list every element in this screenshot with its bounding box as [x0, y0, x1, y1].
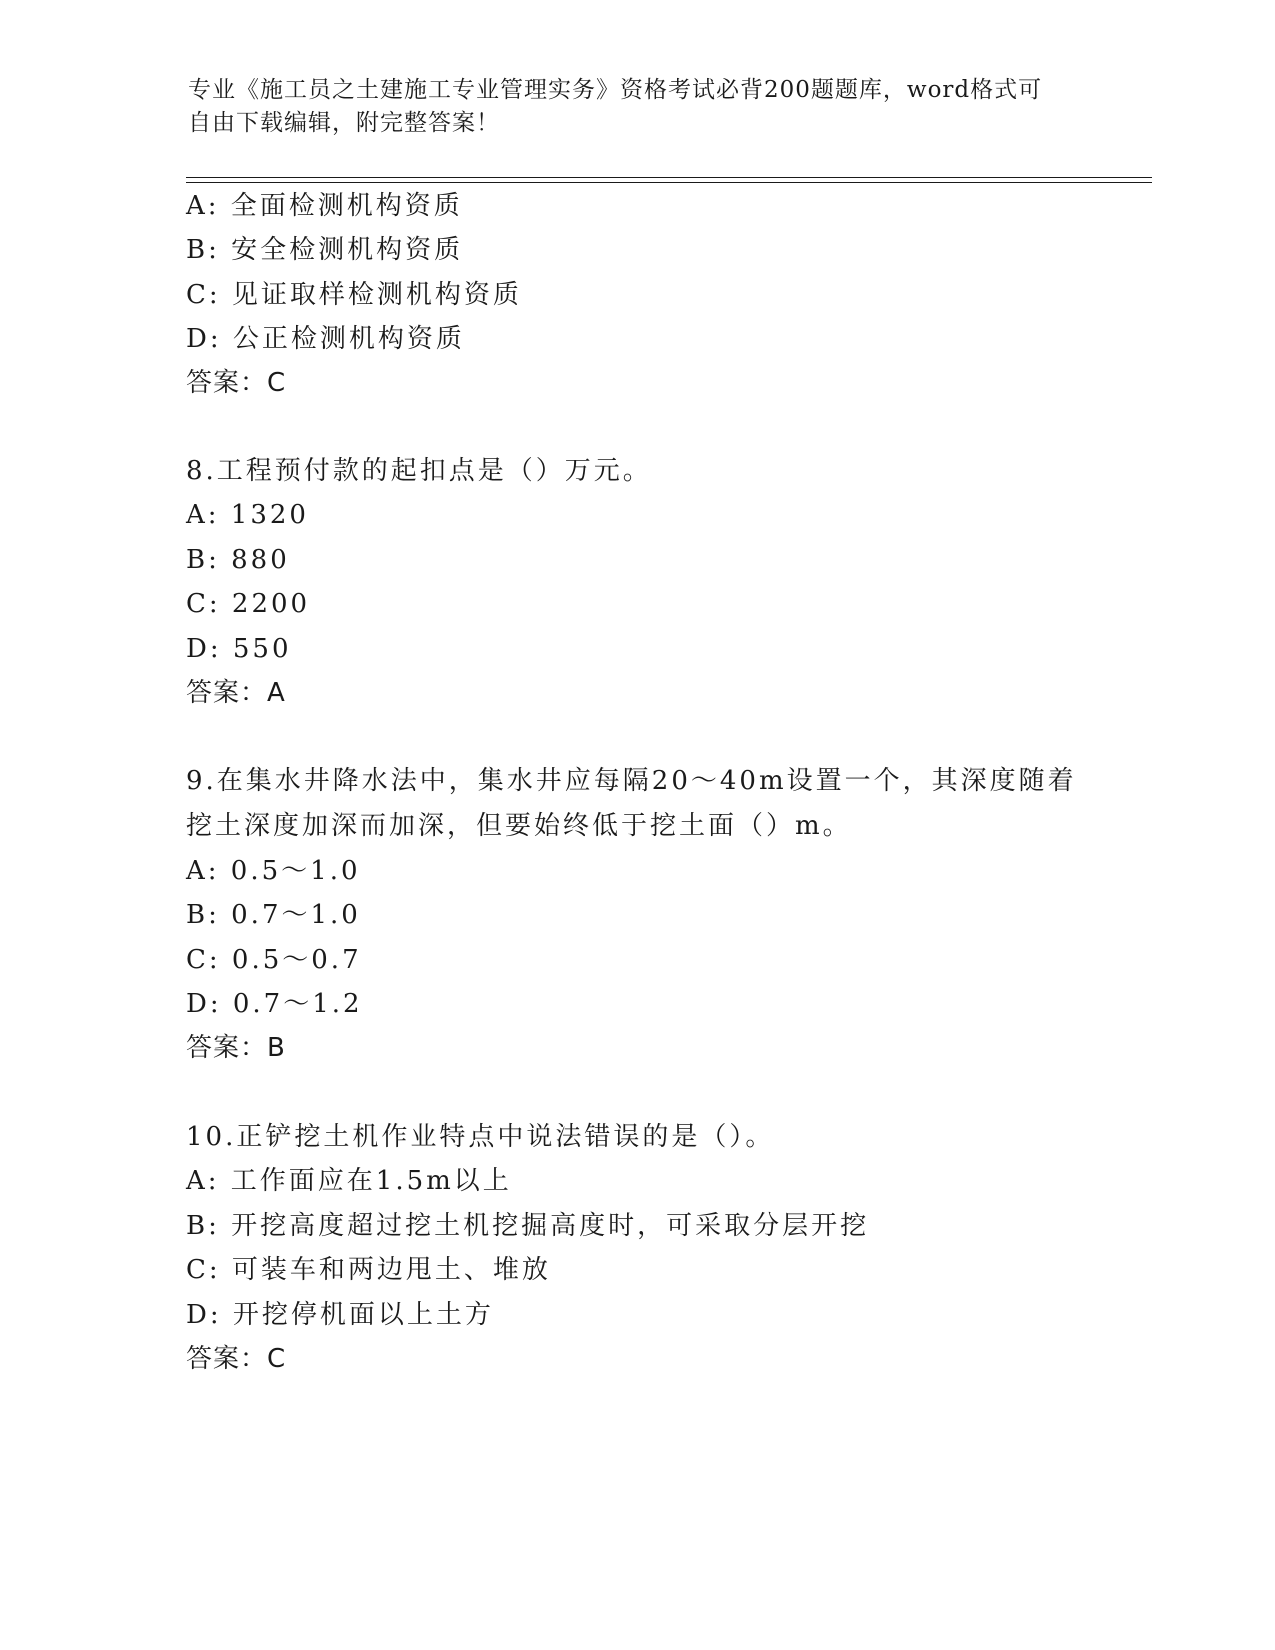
q10-option-c: C: 可装车和两边甩土、堆放	[186, 1255, 551, 1285]
header-divider-top	[186, 177, 1152, 178]
q9-option-a: A: 0.5～1.0	[186, 856, 361, 886]
q9-answer: 答案：B	[186, 1033, 286, 1063]
q8-option-a: A: 1320	[186, 500, 309, 530]
q9-question-line-2: 挖土深度加深而加深，但要始终低于挖土面（）m。	[186, 811, 852, 841]
q8-option-c: C: 2200	[186, 589, 311, 619]
header-divider-bottom	[186, 182, 1152, 183]
q9-option-c: C: 0.5～0.7	[186, 945, 362, 975]
q7-option-c: C: 见证取样检测机构资质	[186, 280, 522, 310]
q8-question: 8.工程预付款的起扣点是（）万元。	[186, 456, 652, 486]
document-header	[188, 74, 1088, 140]
header-line-1: 专业《施工员之土建施工专业管理实务》资格考试必背200题题库，word格式可	[188, 77, 1043, 103]
q10-answer: 答案：C	[186, 1344, 287, 1374]
q7-option-b: B: 安全检测机构资质	[186, 235, 464, 265]
q10-option-b: B: 开挖高度超过挖土机挖掘高度时，可采取分层开挖	[186, 1211, 870, 1241]
q9-option-d: D: 0.7～1.2	[186, 989, 363, 1019]
q7-option-a: A: 全面检测机构资质	[186, 191, 463, 221]
q9-question-line-1: 9.在集水井降水法中，集水井应每隔20～40m设置一个，其深度随着	[186, 766, 1077, 796]
q7-answer: 答案：C	[186, 368, 287, 398]
q8-option-b: B: 880	[186, 545, 290, 575]
q8-option-d: D: 550	[186, 634, 292, 664]
q9-option-b: B: 0.7～1.0	[186, 900, 361, 930]
q10-option-d: D: 开挖停机面以上土方	[186, 1300, 494, 1330]
q10-option-a: A: 工作面应在1.5m以上	[186, 1166, 512, 1196]
q7-option-d: D: 公正检测机构资质	[186, 324, 465, 354]
q10-question: 10.正铲挖土机作业特点中说法错误的是（）。	[186, 1122, 775, 1152]
header-line-2: 自由下载编辑，附完整答案！	[188, 110, 500, 136]
q8-answer: 答案：A	[186, 678, 286, 708]
